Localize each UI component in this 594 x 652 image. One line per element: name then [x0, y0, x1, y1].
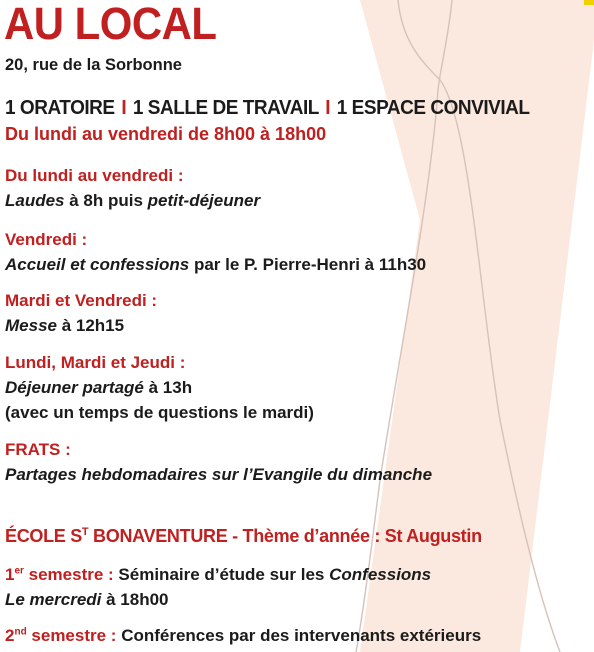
space-convivial: 1 ESPACE CONVIVIAL — [336, 97, 530, 119]
schedule-heading-weekdays: Du lundi au vendredi : — [5, 166, 184, 185]
schedule-heading-frats: FRATS : — [5, 440, 71, 459]
schedule-heading-vendredi: Vendredi : — [5, 230, 88, 249]
page-title: AU LOCAL — [4, 0, 217, 49]
schedule-line-confessions: Accueil et confessions par le P. Pierre-Henri à 11h30 — [5, 255, 427, 274]
opening-hours: Du lundi au vendredi de 8h00 à 18h00 — [5, 124, 327, 144]
corner-mark — [584, 0, 594, 5]
schedule-line-frats: Partages hebdomadaires sur l’Evangile du dimanche — [5, 465, 433, 484]
space-salle: 1 SALLE DE TRAVAIL — [132, 97, 319, 119]
semester-1-time: Le mercredi à 18h00 — [5, 590, 169, 609]
schedule-line-dejeuner-note: (avec un temps de questions le mardi) — [5, 403, 314, 422]
address: 20, rue de la Sorbonne — [5, 56, 182, 74]
spaces-line — [5, 97, 530, 120]
semester-1-line: 1er semestre : Séminaire d’étude sur les Confessions — [5, 565, 432, 584]
schedule-heading-lundi-mardi-jeudi: Lundi, Mardi et Jeudi : — [5, 353, 186, 372]
separator: I — [121, 97, 127, 119]
semester-2-line: 2nd semestre : Conférences par des intervenants extérieurs — [5, 626, 482, 645]
separator: I — [325, 97, 331, 119]
schedule-heading-mardi-vendredi: Mardi et Vendredi : — [5, 291, 158, 310]
schedule-line-laudes: Laudes à 8h puis petit-déjeuner — [5, 191, 261, 210]
schedule-line-dejeuner: Déjeuner partagé à 13h — [5, 378, 193, 397]
space-oratoire: 1 ORATOIRE — [5, 97, 115, 119]
ecole-heading: ÉCOLE $S^T$ BONAVENTURE - Thème d’année : St Augustin — [5, 526, 482, 546]
schedule-line-messe: Messe à 12h15 — [5, 316, 125, 335]
